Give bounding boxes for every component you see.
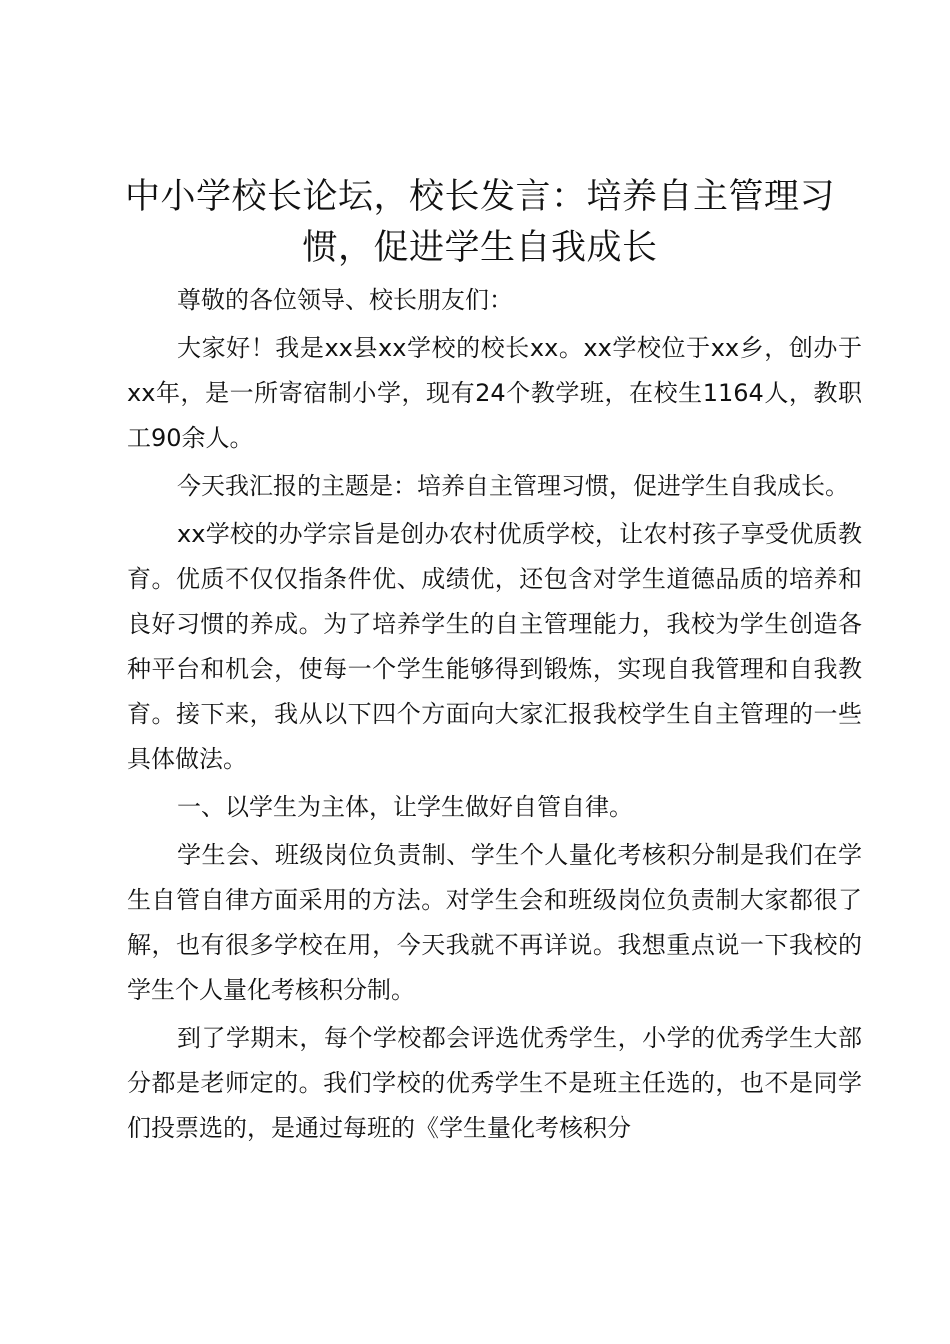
document-body	[127, 278, 862, 1154]
mission-paragraph: xx学校的办学宗旨是创办农村优质学校，让农村孩子享受优质教育。优质不仅仅指条件优、成绩优，还包含对学生道德品质的培养和良好习惯的养成。为了培养学生的自主管理能力，我校为学生创造各种平台和机会，使每一个学生能够得到锻炼，实现自我管理和自我教育。接下来，我从以下四个方面向大家汇报我校学生自主管理的一些具体做法。	[127, 520, 862, 773]
salutation-paragraph: 尊敬的各位领导、校长朋友们：	[177, 286, 513, 314]
section-heading-1: 一、以学生为主体，让学生做好自管自律。	[177, 793, 633, 821]
body-paragraph: 学生会、班级岗位负责制、学生个人量化考核积分制是我们在学生自管自律方面采用的方法。对学生会和班级岗位负责制大家都很了解，也有很多学校在用，今天我就不再详说。我想重点说一下我校的学生个人量化考核积分制。	[127, 841, 862, 1004]
theme-paragraph: 今天我汇报的主题是：培养自主管理习惯，促进学生自我成长。	[177, 472, 849, 500]
intro-paragraph: 大家好！我是xx县xx学校的校长xx。xx学校位于xx乡，创办于xx年，是一所寄宿制小学，现有24个教学班，在校生1164人，教职工90余人。	[127, 334, 862, 452]
document-title: 中小学校长论坛，校长发言：培养自主管理习惯，促进学生自我成长	[124, 177, 835, 268]
body-paragraph: 到了学期末，每个学校都会评选优秀学生，小学的优秀学生大部分都是老师定的。我们学校的优秀学生不是班主任选的，也不是同学们投票选的，是通过每班的《学生量化考核积分	[127, 1024, 862, 1142]
